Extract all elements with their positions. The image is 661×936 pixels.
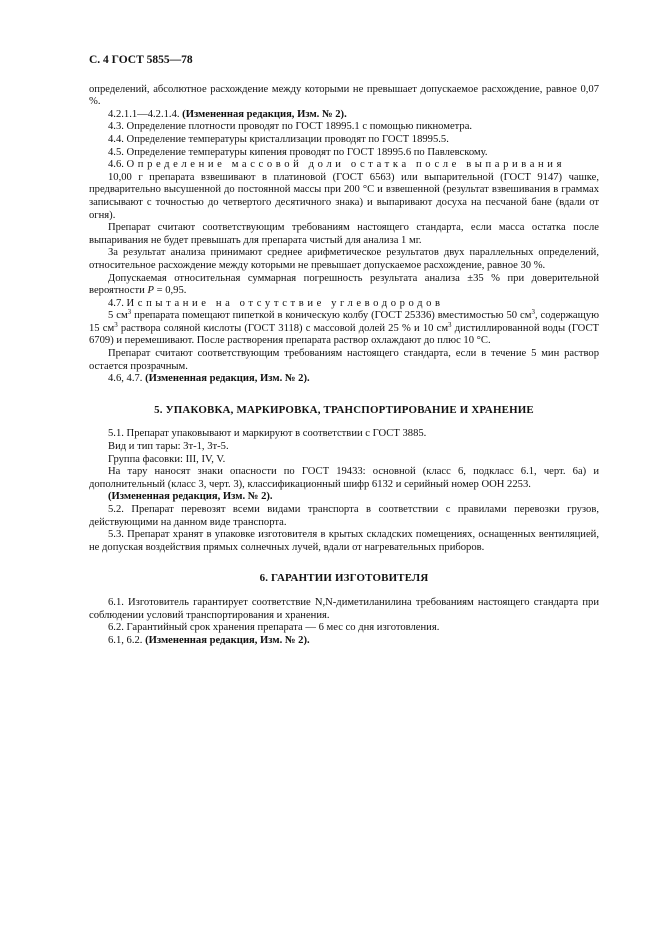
paragraph-residue-result: За результат анализа принимают среднее арифметическое результатов двух параллельных определений, относительное расхождение между которыми не превышает допускаемое расхождение, равное 30 %. bbox=[89, 247, 599, 271]
paragraph-4-4: 4.4. Определение температуры кристаллизации проводят по ГОСТ 18995.5. bbox=[108, 133, 449, 145]
paragraph-4-5: 4.5. Определение температуры кипения проводят по ГОСТ 18995.6 по Павлевскому. bbox=[108, 146, 488, 158]
paragraph-4-6-heading bbox=[89, 159, 599, 172]
text-part: , содержащую 15 см bbox=[89, 310, 600, 334]
paragraph-error bbox=[89, 273, 599, 298]
document-page bbox=[89, 54, 599, 647]
clause-number: 4.7. bbox=[108, 297, 124, 309]
amendment-note: (Измененная редакция, Изм. № 2). bbox=[145, 373, 310, 385]
clause-number: 4.2.1.1—4.2.1.4. bbox=[108, 108, 180, 120]
paragraph-residue-criterion: Препарат считают соответствующим требованиям настоящего стандарта, если масса остатка после выпаривания не будет превышать для препарата чистый для анализа 1 мг. bbox=[89, 222, 599, 246]
paragraph-4-7-heading bbox=[89, 298, 599, 311]
superscript: 3 bbox=[531, 308, 535, 317]
section-6-title: 6. ГАРАНТИИ ИЗГОТОВИТЕЛЯ bbox=[259, 572, 429, 585]
superscript: 3 bbox=[127, 308, 132, 317]
paragraph-6-amendment bbox=[89, 635, 599, 648]
paragraph-5-3: 5.3. Препарат хранят в упаковке изготовителя в крытых складских помещениях, оснащенных вентиляцией, не допуская воздействия прямых солнечных лучей, вдали от нагревательных приборов. bbox=[89, 529, 599, 553]
text-part: 5 см bbox=[108, 310, 128, 322]
paragraph-5-2: 5.2. Препарат перевозят всеми видами транспорта в соответствии с правилами перевозки грузов, действующими на данном виде транспорта. bbox=[89, 504, 599, 528]
superscript: 3 bbox=[448, 320, 452, 329]
paragraph-residue-method: 10,00 г препарата взвешивают в платиновой (ГОСТ 6563) или выпарительной (ГОСТ 9147) чашке, предварительно высушенной до постоянной массы при 200 °С и взвешенной (результат взвешивания в граммах записывают с точностью до четвертого десятичного знака) и выпаривают досуха на песчаной бане (вдали от огня). bbox=[89, 171, 599, 221]
paragraph-hydrocarbon-criterion: Препарат считают соответствующим требованиям настоящего стандарта, если в течение 5 мин раствор остается прозрачным. bbox=[89, 348, 599, 372]
section-5-title: 5. УПАКОВКА, МАРКИРОВКА, ТРАНСПОРТИРОВАНИЕ И ХРАНЕНИЕ bbox=[154, 403, 534, 416]
clause-heading: Испытание на отсутствие углеводородов bbox=[126, 297, 444, 309]
probability-symbol: Р bbox=[147, 285, 154, 297]
paragraph-packing-group: Группа фасовки: III, IV, V. bbox=[108, 453, 226, 465]
amendment-note: (Измененная редакция, Изм. № 2). bbox=[182, 108, 347, 120]
superscript: 3 bbox=[114, 320, 118, 329]
paragraph-4-6-4-7-amendment bbox=[89, 373, 599, 386]
paragraph-continuation: определений, абсолютное расхождение между которыми не превышает допускаемое расхождение, равное 0,07 %. bbox=[89, 83, 599, 108]
paragraph-hydrocarbon-method bbox=[89, 310, 599, 348]
text-part: препарата помещают пипеткой в коническую колбу (ГОСТ 25336) вместимостью 50 см bbox=[131, 310, 532, 322]
paragraph-6-2: 6.2. Гарантийный срок хранения препарата — 6 мес со дня изготовления. bbox=[108, 622, 440, 634]
paragraph-hazard-marks: На тару наносят знаки опасности по ГОСТ 19433: основной (класс 6, подкласс 6.1, черт. 6а) и дополнительный (класс 3, черт. 3), классификационный шифр 6132 и серийный номер ООН 2253. bbox=[89, 466, 599, 490]
amendment-note: (Измененная редакция, Изм. № 2). bbox=[145, 634, 310, 646]
paragraph-4-2-1 bbox=[89, 109, 599, 122]
probability-value: = 0,95. bbox=[156, 285, 187, 297]
text-part: раствора соляной кислоты (ГОСТ 3118) с массовой долей 25 % и 10 см bbox=[117, 322, 449, 334]
error-text: Допускаемая относительная суммарная погрешность результата анализа ±35 % при доверительной вероятности bbox=[89, 272, 599, 297]
clause-number: 4.6, 4.7. bbox=[108, 373, 143, 385]
clause-heading: Определение массовой доли остатка после выпаривания bbox=[126, 159, 566, 171]
paragraph-4-3: 4.3. Определение плотности проводят по ГОСТ 18995.1 с помощью пикнометра. bbox=[108, 121, 473, 133]
paragraph-5-1: 5.1. Препарат упаковывают и маркируют в соответствии с ГОСТ 3885. bbox=[108, 428, 427, 440]
clause-number: 4.6. bbox=[108, 159, 124, 171]
page-header: С. 4 ГОСТ 5855—78 bbox=[89, 54, 193, 66]
clause-number: 6.1, 6.2. bbox=[108, 634, 143, 646]
amendment-note: (Измененная редакция, Изм. № 2). bbox=[108, 491, 273, 503]
text-part: дистиллированной воды (ГОСТ 6709) и перемешивают. После растворения препарата раствор охлаждают до плюс 10 °С. bbox=[89, 322, 599, 347]
paragraph-6-1: 6.1. Изготовитель гарантирует соответствие N,N-диметиланилина требованиям настоящего стандарта при соблюдении условий транспортирования и хранения. bbox=[89, 596, 599, 621]
paragraph-container-type: Вид и тип тары: 3т-1, 3т-5. bbox=[108, 441, 229, 453]
